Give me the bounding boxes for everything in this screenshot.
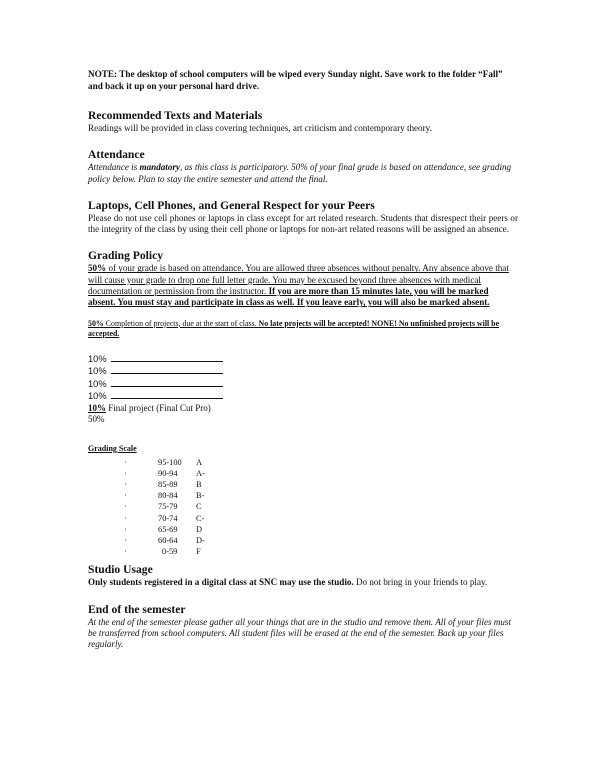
grade-item (88, 390, 518, 403)
attendance-heading: Attendance (88, 148, 145, 162)
grade-letter: B- (196, 491, 205, 501)
grade-item (88, 365, 518, 378)
grading-scale-row (88, 490, 518, 501)
grading-scale-row (88, 535, 518, 546)
attendance-pre: Attendance is (88, 162, 140, 173)
grade-item-blank (111, 353, 223, 362)
grade-range: 60-64 (158, 535, 178, 545)
bullet-icon: · (124, 457, 127, 467)
grade-range: 65-69 (158, 524, 178, 534)
grade-range: 90-94 (158, 468, 178, 478)
grade-letter: A (196, 457, 203, 467)
grade-item (88, 353, 518, 366)
bullet-icon: · (124, 547, 127, 557)
grade-range: 75-79 (158, 502, 178, 512)
section-end (88, 603, 518, 651)
grading-scale-title: Grading Scale (88, 443, 137, 453)
grade-breakdown (88, 353, 518, 426)
studio-bold: Only students registered in a digital class at SNC may use the studio. (88, 577, 354, 588)
studio-heading: Studio Usage (88, 563, 153, 577)
final-pct: 10% (88, 403, 106, 414)
grading-scale-row (88, 524, 518, 535)
grading-scale-row (88, 546, 518, 557)
grade-item-pct: 10% (88, 353, 107, 364)
attendance-body (88, 162, 518, 185)
grade-total: 50% (88, 414, 105, 425)
grade-range: 85-89 (158, 480, 178, 490)
grading-scale-row (88, 513, 518, 524)
bullet-icon: · (124, 491, 127, 501)
grade-letter: D- (196, 535, 205, 545)
grade-range: 95-100 (158, 457, 182, 467)
grading-body (88, 263, 518, 308)
grade-letter: C (196, 502, 202, 512)
section-texts (88, 109, 518, 134)
grade-item-blank (111, 390, 223, 399)
wipe-note: NOTE: The desktop of school computers will be wiped every Sunday night. Save work to the folder “Fall” and back it up on your personal hard drive. (88, 69, 503, 91)
bullet-icon: · (124, 480, 127, 490)
laptops-body: Please do not use cell phones or laptops in class except for art related research. Students that disrespect their peers or the integrity of the class by using their cell phone or laptops for non-art related reasons will be assigned an absence. (88, 212, 518, 235)
grading-scale-row (88, 468, 518, 479)
grade-item-pct: 10% (88, 366, 107, 377)
section-attendance (88, 148, 518, 185)
section-grading (88, 249, 518, 557)
texts-body: Readings will be provided in class covering techniques, art criticism and contemporary theory. (88, 123, 432, 133)
section-studio (88, 563, 518, 588)
grade-letter: C- (196, 513, 205, 523)
bullet-icon: · (124, 502, 127, 512)
grading-body-bold: If you are more than 15 minutes late, you will be marked absent. You must stay and participate in class as well. If you leave early, you will also be marked absent. (88, 286, 490, 308)
texts-heading: Recommended Texts and Materials (88, 109, 263, 122)
section-laptops (88, 199, 518, 236)
grade-item-blank (111, 378, 223, 387)
final-label: Final project (Final Cut Pro) (106, 403, 211, 414)
projects-text: Completion of projects, due at the start of class. (103, 318, 259, 328)
laptops-heading: Laptops, Cell Phones, and General Respect for your Peers (88, 198, 375, 212)
attendance-post: , as this class is participatory. 50% of your final grade is based on attendance, see grading policy below. Plan to stay the entire semester and attend the final. (88, 162, 512, 184)
bullet-icon: · (124, 468, 127, 478)
grade-item-pct: 10% (88, 378, 107, 389)
grading-pct: 50% (88, 263, 107, 274)
end-body: At the end of the semester please gather all your things that are in the studio and remove them. All of your files must be transferred from school computers. All student files will be erased at the end of the semester. Back up your files regularly. (88, 616, 511, 650)
projects-pct: 50% (88, 318, 104, 328)
grading-scale-row (88, 479, 518, 490)
projects-bold: No late projects will be accepted! NONE! No unfinished projects will be accepted. (88, 318, 500, 338)
grading-heading: Grading Policy (88, 249, 164, 263)
studio-body (88, 577, 518, 588)
grade-letter: D (196, 524, 203, 534)
grading-scale-row (88, 501, 518, 512)
grade-range: 70-74 (158, 513, 178, 523)
grade-item-blank (111, 365, 223, 374)
projects-policy (88, 319, 518, 339)
bullet-icon: · (124, 524, 127, 534)
grade-letter: F (196, 547, 201, 557)
final-project-line (88, 403, 518, 414)
grade-range: 0-59 (162, 547, 178, 557)
grade-letter: B (196, 480, 202, 490)
grade-range: 80-84 (158, 491, 178, 501)
grade-item-pct: 10% (88, 391, 107, 402)
studio-rest: Do not bring in your friends to play. (353, 577, 488, 588)
grade-letter: A- (196, 468, 205, 478)
end-heading: End of the semester (88, 602, 186, 616)
grade-item (88, 378, 518, 391)
grading-scale-row (88, 457, 518, 468)
grading-body-underlined: of your grade is based on attendance. You are allowed three absences without penalty. Any absence above that will cause your grade to drop one full letter grade. You may be excused beyond three absences with medical documentation or permission from the instructor. (88, 263, 509, 297)
grading-scale-list (88, 457, 518, 558)
attendance-emph: mandatory (139, 162, 180, 173)
bullet-icon: · (124, 535, 127, 545)
bullet-icon: · (124, 513, 127, 523)
syllabus-page (88, 68, 518, 651)
